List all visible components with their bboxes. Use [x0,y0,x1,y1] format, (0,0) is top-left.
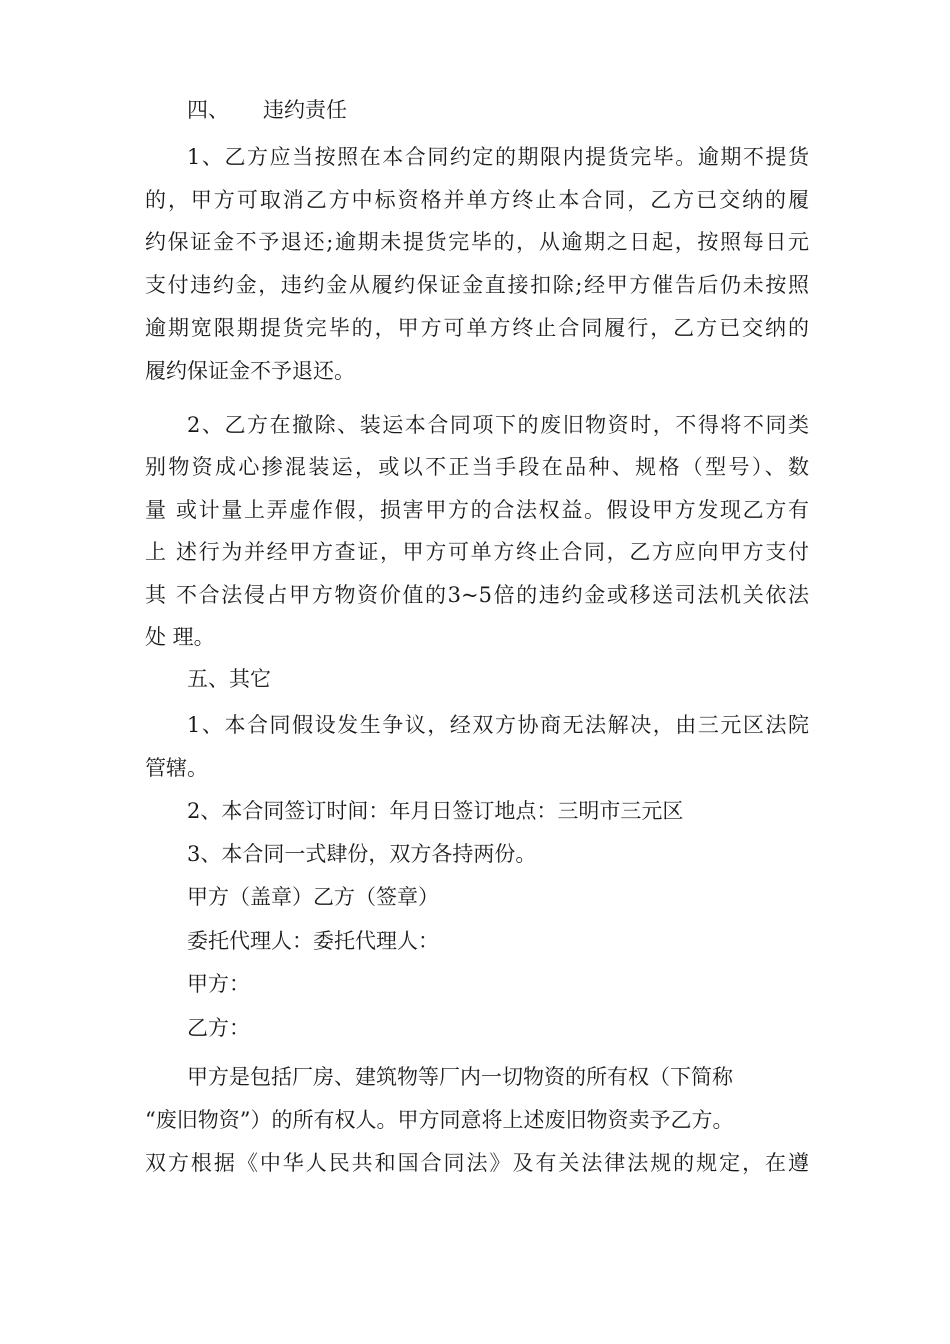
paragraph-line: 处 理。 [145,625,215,649]
section-heading: 五、其它 [187,667,271,691]
paragraph-line: 别物资成心掺混装运，或以不正当手段在品种、规格（型号）、数 [145,455,809,479]
paragraph-line: 2、本合同签订时间：年月日签订地点：三明市三元区 [187,799,684,823]
paragraph-line: 1、乙方应当按照在本合同约定的期限内提货完毕。逾期不提货 [187,145,809,169]
agent-line: 委托代理人：委托代理人： [187,929,439,953]
paragraph-line: 管辖。 [145,756,208,780]
party-b-line: 乙方： [187,1016,250,1040]
section-number: 四、 [187,98,229,122]
paragraph-line: 2、乙方在撤除、装运本合同项下的废旧物资时，不得将不同类 [187,413,809,437]
paragraph-line: 约保证金不予退还;逾期未提货完毕的，从逾期之日起，按照每日元 [145,230,809,254]
paragraph-line: 支付违约金，违约金从履约保证金直接扣除;经甲方催告后仍未按照 [145,273,809,297]
paragraph-line: 履约保证金不予退还。 [145,359,355,383]
paragraph-line: 甲方是包括厂房、建筑物等厂内一切物资的所有权（下简称 [187,1065,733,1089]
party-a-line: 甲方： [187,972,250,996]
paragraph-line: 量 或计量上弄虚作假，损害甲方的合法权益。假设甲方发现乙方有 [145,498,809,522]
paragraph-line: 的，甲方可取消乙方中标资格并单方终止本合同，乙方已交纳的履 [145,188,809,212]
section-title: 违约责任 [263,98,347,122]
paragraph-line: “废旧物资”）的所有权人。甲方同意将上述废旧物资卖予乙方。 [145,1108,734,1132]
paragraph-line: 双方根据《中华人民共和国合同法》及有关法律法规的规定，在遵 [145,1151,809,1175]
paragraph-line: 3、本合同一式肆份，双方各持两份。 [187,842,537,866]
paragraph-line: 逾期宽限期提货完毕的，甲方可单方终止合同履行，乙方已交纳的 [145,316,809,340]
section-heading [187,95,809,125]
paragraph-line: 上 述行为并经甲方查证，甲方可单方终止合同，乙方应向甲方支付 [145,540,809,564]
paragraph-line: 1、本合同假设发生争议，经双方协商无法解决，由三元区法院 [187,713,809,737]
paragraph-line: 其 不合法侵占甲方物资价值的3~5倍的违约金或移送司法机关依法 [145,583,809,607]
signature-line: 甲方（盖章）乙方（签章） [187,885,439,909]
